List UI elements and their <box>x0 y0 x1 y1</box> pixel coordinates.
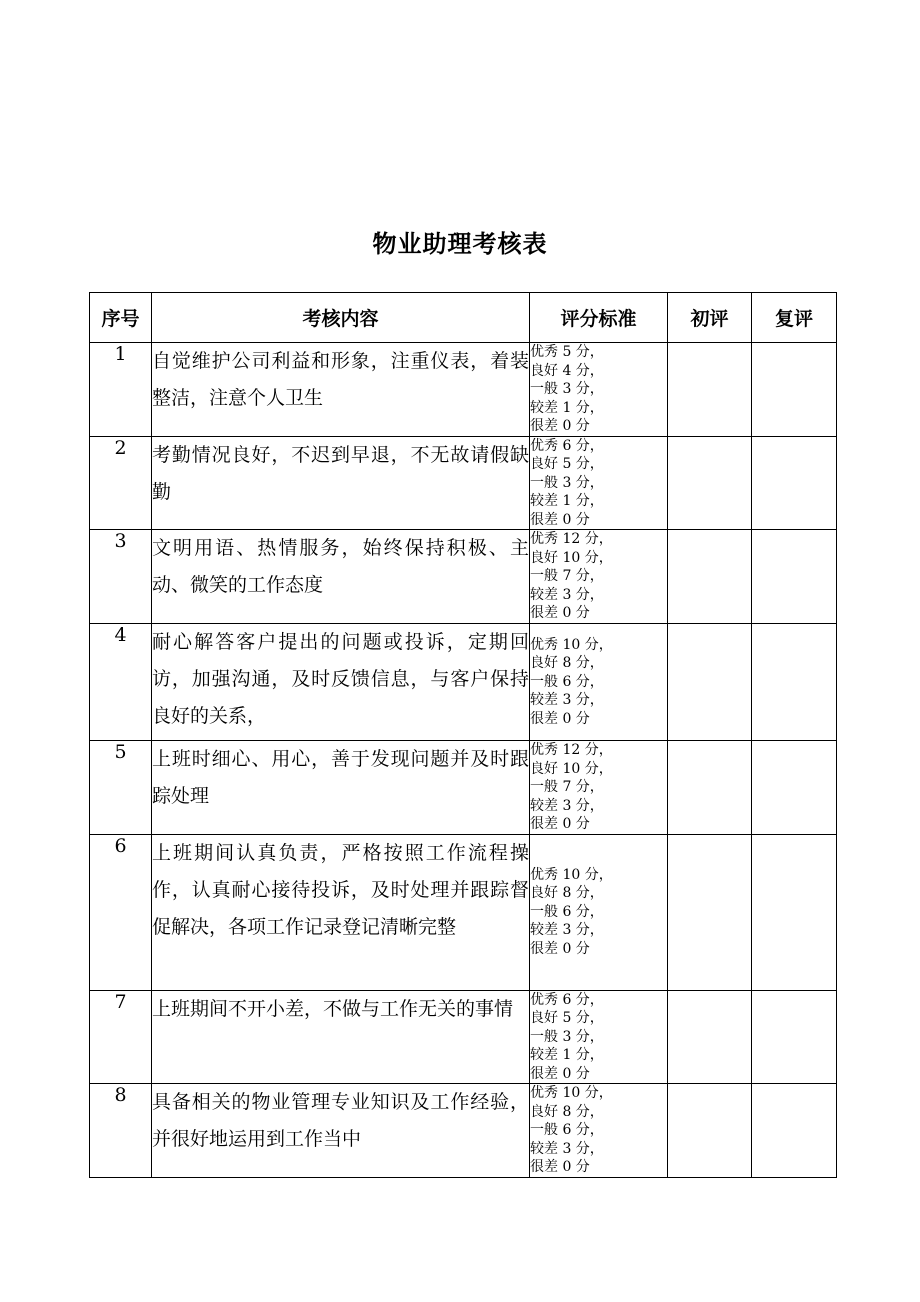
table-row <box>90 343 837 437</box>
header-criteria: 评分标准 <box>530 293 668 343</box>
header-first-review: 初评 <box>668 293 752 343</box>
criteria-line: 优秀 5 分， <box>530 344 604 360</box>
assessment-content: 文明用语、热情服务，始终保持积极、主动、微笑的工作态度 <box>152 530 530 624</box>
assessment-content: 具备相关的物业管理专业知识及工作经验，并很好地运用到工作当中 <box>152 1084 530 1178</box>
criteria-line: 优秀 12 分， <box>530 531 613 548</box>
second-review-cell[interactable] <box>752 624 837 741</box>
row-number: 8 <box>90 1084 152 1178</box>
scoring-criteria <box>530 990 668 1084</box>
row-number: 6 <box>90 834 152 990</box>
criteria-line: 一般 7 分， <box>530 568 604 585</box>
criteria-line: 一般 6 分， <box>530 673 604 690</box>
criteria-line: 良好 4 分， <box>530 362 604 379</box>
criteria-line: 优秀 6 分， <box>530 991 604 1008</box>
criteria-line: 优秀 6 分， <box>530 437 604 454</box>
scoring-criteria <box>530 834 668 990</box>
criteria-line: 一般 6 分， <box>530 1122 604 1138</box>
row-number: 1 <box>90 343 152 437</box>
criteria-line: 良好 5 分， <box>530 456 604 472</box>
second-review-cell[interactable] <box>752 343 837 437</box>
criteria-line: 优秀 10 分， <box>530 1085 613 1101</box>
table-row <box>90 436 837 530</box>
scoring-criteria <box>530 343 668 437</box>
criteria-line: 很差 0 分 <box>530 1159 590 1175</box>
first-review-cell[interactable] <box>668 530 752 624</box>
assessment-content: 上班期间不开小差，不做与工作无关的事情 <box>152 990 530 1084</box>
header-no: 序号 <box>90 293 152 343</box>
criteria-line: 优秀 10 分， <box>530 636 613 653</box>
criteria-line: 较差 3 分， <box>530 1140 604 1157</box>
table-row <box>90 530 837 624</box>
criteria-line: 一般 7 分， <box>530 779 604 795</box>
first-review-cell[interactable] <box>668 990 752 1084</box>
table-row <box>90 624 837 741</box>
second-review-cell[interactable] <box>752 834 837 990</box>
first-review-cell[interactable] <box>668 741 752 835</box>
criteria-line: 较差 3 分， <box>530 586 604 603</box>
second-review-cell[interactable] <box>752 530 837 624</box>
criteria-line: 一般 3 分， <box>530 381 604 397</box>
criteria-line: 一般 3 分， <box>530 474 604 491</box>
table-row <box>90 834 837 990</box>
criteria-line: 很差 0 分 <box>530 605 590 622</box>
table-header-row <box>90 293 837 343</box>
first-review-cell[interactable] <box>668 436 752 530</box>
scoring-criteria <box>530 624 668 741</box>
criteria-line: 优秀 10 分， <box>530 866 613 883</box>
assessment-table <box>89 292 837 1178</box>
criteria-line: 一般 3 分， <box>530 1028 604 1045</box>
scoring-criteria <box>530 436 668 530</box>
criteria-line: 很差 0 分 <box>530 816 590 832</box>
criteria-line: 较差 3 分， <box>530 692 604 709</box>
table-row <box>90 741 837 835</box>
row-number: 5 <box>90 741 152 835</box>
criteria-line: 良好 5 分， <box>530 1010 604 1026</box>
first-review-cell[interactable] <box>668 1084 752 1178</box>
criteria-line: 较差 1 分， <box>530 1047 604 1063</box>
criteria-line: 较差 3 分， <box>530 922 604 939</box>
criteria-line: 很差 0 分 <box>530 1065 590 1082</box>
second-review-cell[interactable] <box>752 990 837 1084</box>
row-number: 7 <box>90 990 152 1084</box>
assessment-content: 上班期间认真负责，严格按照工作流程操作，认真耐心接待投诉，及时处理并跟踪督促解决，各项工作记录登记清晰完整 <box>152 834 530 990</box>
first-review-cell[interactable] <box>668 834 752 990</box>
assessment-content: 上班时细心、用心，善于发现问题并及时跟踪处理 <box>152 741 530 835</box>
criteria-line: 很差 0 分 <box>530 710 590 727</box>
row-number: 3 <box>90 530 152 624</box>
scoring-criteria <box>530 530 668 624</box>
assessment-content: 考勤情况良好，不迟到早退，不无故请假缺勤 <box>152 436 530 530</box>
criteria-line: 优秀 12 分， <box>530 742 613 758</box>
scoring-criteria <box>530 1084 668 1178</box>
table-row <box>90 990 837 1084</box>
assessment-content: 自觉维护公司利益和形象，注重仪表，着装整洁，注意个人卫生 <box>152 343 530 437</box>
criteria-line: 良好 10 分， <box>530 549 613 566</box>
second-review-cell[interactable] <box>752 741 837 835</box>
header-content: 考核内容 <box>152 293 530 343</box>
criteria-line: 较差 3 分， <box>530 797 604 814</box>
criteria-line: 良好 8 分， <box>530 885 604 902</box>
row-number: 2 <box>90 436 152 530</box>
criteria-line: 较差 1 分， <box>530 399 604 416</box>
scoring-criteria <box>530 741 668 835</box>
criteria-line: 很差 0 分 <box>530 418 590 434</box>
criteria-line: 良好 10 分， <box>530 760 613 777</box>
second-review-cell[interactable] <box>752 1084 837 1178</box>
criteria-line: 很差 0 分 <box>530 511 590 528</box>
second-review-cell[interactable] <box>752 436 837 530</box>
criteria-line: 一般 6 分， <box>530 903 604 920</box>
criteria-line: 很差 0 分 <box>530 940 590 957</box>
table-row <box>90 1084 837 1178</box>
assessment-content: 耐心解答客户提出的问题或投诉，定期回访，加强沟通，及时反馈信息，与客户保持良好的关系， <box>152 624 530 741</box>
row-number: 4 <box>90 624 152 741</box>
header-second-review: 复评 <box>752 293 837 343</box>
first-review-cell[interactable] <box>668 624 752 741</box>
first-review-cell[interactable] <box>668 343 752 437</box>
criteria-line: 较差 1 分， <box>530 493 604 509</box>
page-title: 物业助理考核表 <box>372 230 548 258</box>
criteria-line: 良好 8 分， <box>530 1103 604 1120</box>
criteria-line: 良好 8 分， <box>530 655 604 672</box>
